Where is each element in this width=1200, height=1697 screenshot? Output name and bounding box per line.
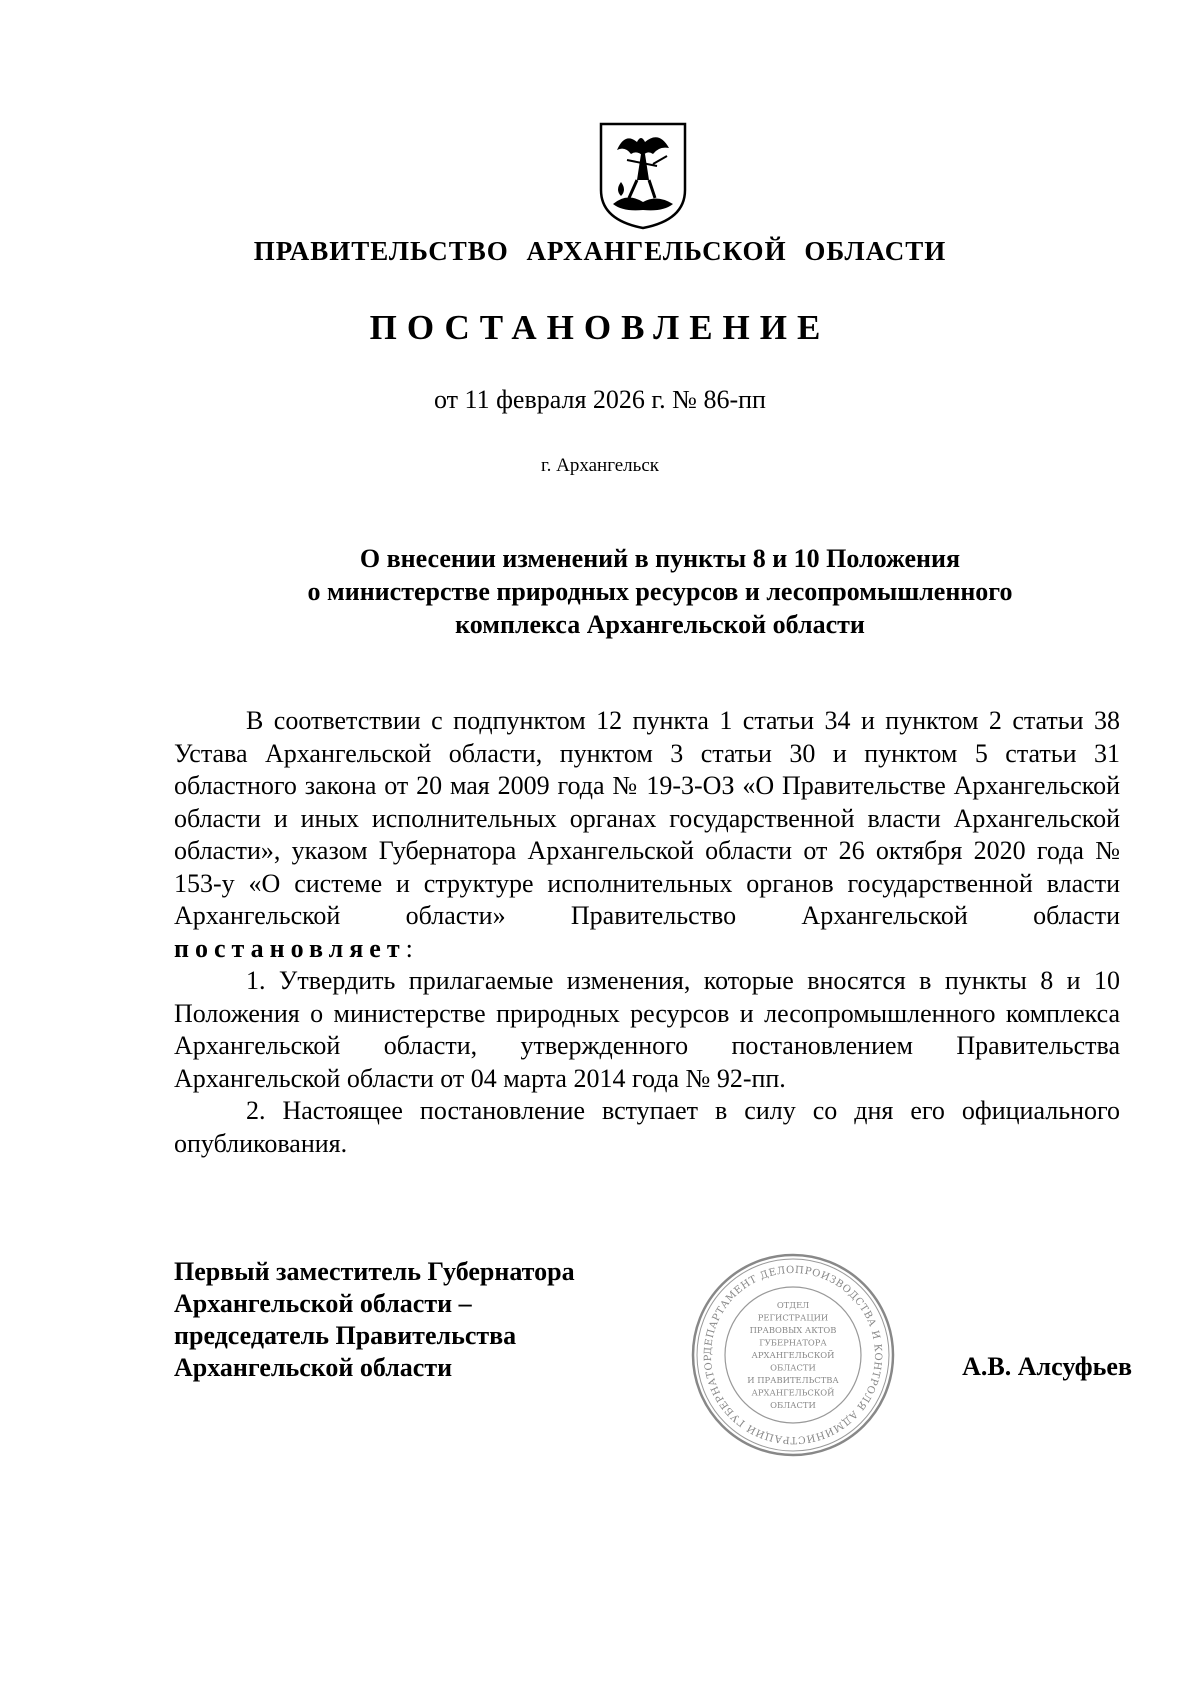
city: г. Архангельск	[540, 455, 659, 476]
position-line-3: председатель Правительства	[174, 1321, 517, 1350]
signatory-position	[174, 1256, 575, 1384]
colon: :	[405, 933, 413, 963]
seal-center-line: РЕГИСТРАЦИИ	[757, 1312, 829, 1323]
svg-text:ДЕПАРТАМЕНТ ДЕЛОПРОИЗВОДСТВА И	[688, 1250, 883, 1445]
coat-of-arms-icon	[597, 120, 689, 232]
preamble-paragraph	[174, 705, 1120, 965]
seal-center-line: ГУБЕРНАТОРА	[759, 1337, 827, 1348]
title-line-1: О внесении изменений в пункты 8 и 10 Положения	[359, 544, 961, 573]
item-2: 2. Настоящее постановление вступает в силу со дня его официального опубликования.	[174, 1096, 1120, 1158]
seal-center-line: ОБЛАСТИ	[770, 1400, 816, 1410]
seal-center-line: АРХАНГЕЛЬСКОЙ	[751, 1387, 835, 1398]
resolves-word: постановляет	[174, 933, 406, 963]
official-seal-icon	[688, 1250, 898, 1460]
preamble-text: В соответствии с подпунктом 12 пункта 1 статьи 34 и пунктом 2 статьи 38 Устава Архангельской области, пунктом 3 статьи 30 и пунктом 5 статьи 31 областного закона от 20 мая 2009 года № 19-3-ОЗ «О Правительстве Архангельской области и иных исполнительных органах государственной власти Архангельской области», указом Губернатора Архангельской области от 26 октября 2020 года № 153-у «О системе и структуре исполнительных органов государственной власти Архангельской области» Правительство Архангельской области	[174, 706, 1120, 930]
seal-center-line: И ПРАВИТЕЛЬСТВА	[747, 1375, 839, 1385]
document-body	[174, 705, 1120, 1160]
title-line-2: о министерстве природных ресурсов и лесопромышленного	[307, 577, 1013, 606]
seal-center-line: АРХАНГЕЛЬСКОЙ	[751, 1350, 835, 1360]
seal-center-line: ОТДЕЛ	[776, 1300, 810, 1310]
seal-ring-text: ДЕПАРТАМЕНТ ДЕЛОПРОИЗВОДСТВА И КОНТРОЛЯ АДМИНИСТРАЦИИ ГУБЕРНАТОР	[702, 1264, 884, 1446]
title-line-3: комплекса Архангельской области	[455, 610, 865, 639]
document-title	[170, 542, 1150, 641]
government-name: ПРАВИТЕЛЬСТВО АРХАНГЕЛЬСКОЙ ОБЛАСТИ	[253, 236, 947, 266]
position-line-4: Архангельской области	[174, 1353, 453, 1382]
signatory-name: А.В. Алсуфьев	[962, 1352, 1132, 1381]
position-line-1: Первый заместитель Губернатора	[174, 1257, 575, 1286]
seal-center-line: ПРАВОВЫХ АКТОВ	[749, 1325, 837, 1335]
seal-center-line: ОБЛАСТИ	[770, 1362, 816, 1373]
item-1: 1. Утвердить прилагаемые изменения, которые вносятся в пункты 8 и 10 Положения о министерстве природных ресурсов и лесопромышленного комплекса Архангельской области, утвержденного постановлением Правительства Архангельской области от 04 марта 2014 года № 92-пп.	[174, 966, 1120, 1093]
position-line-2: Архангельской области –	[174, 1289, 472, 1318]
date-and-number: от 11 февраля 2026 г. № 86-пп	[434, 385, 766, 414]
document-type: ПОСТАНОВЛЕНИЕ	[369, 308, 831, 347]
